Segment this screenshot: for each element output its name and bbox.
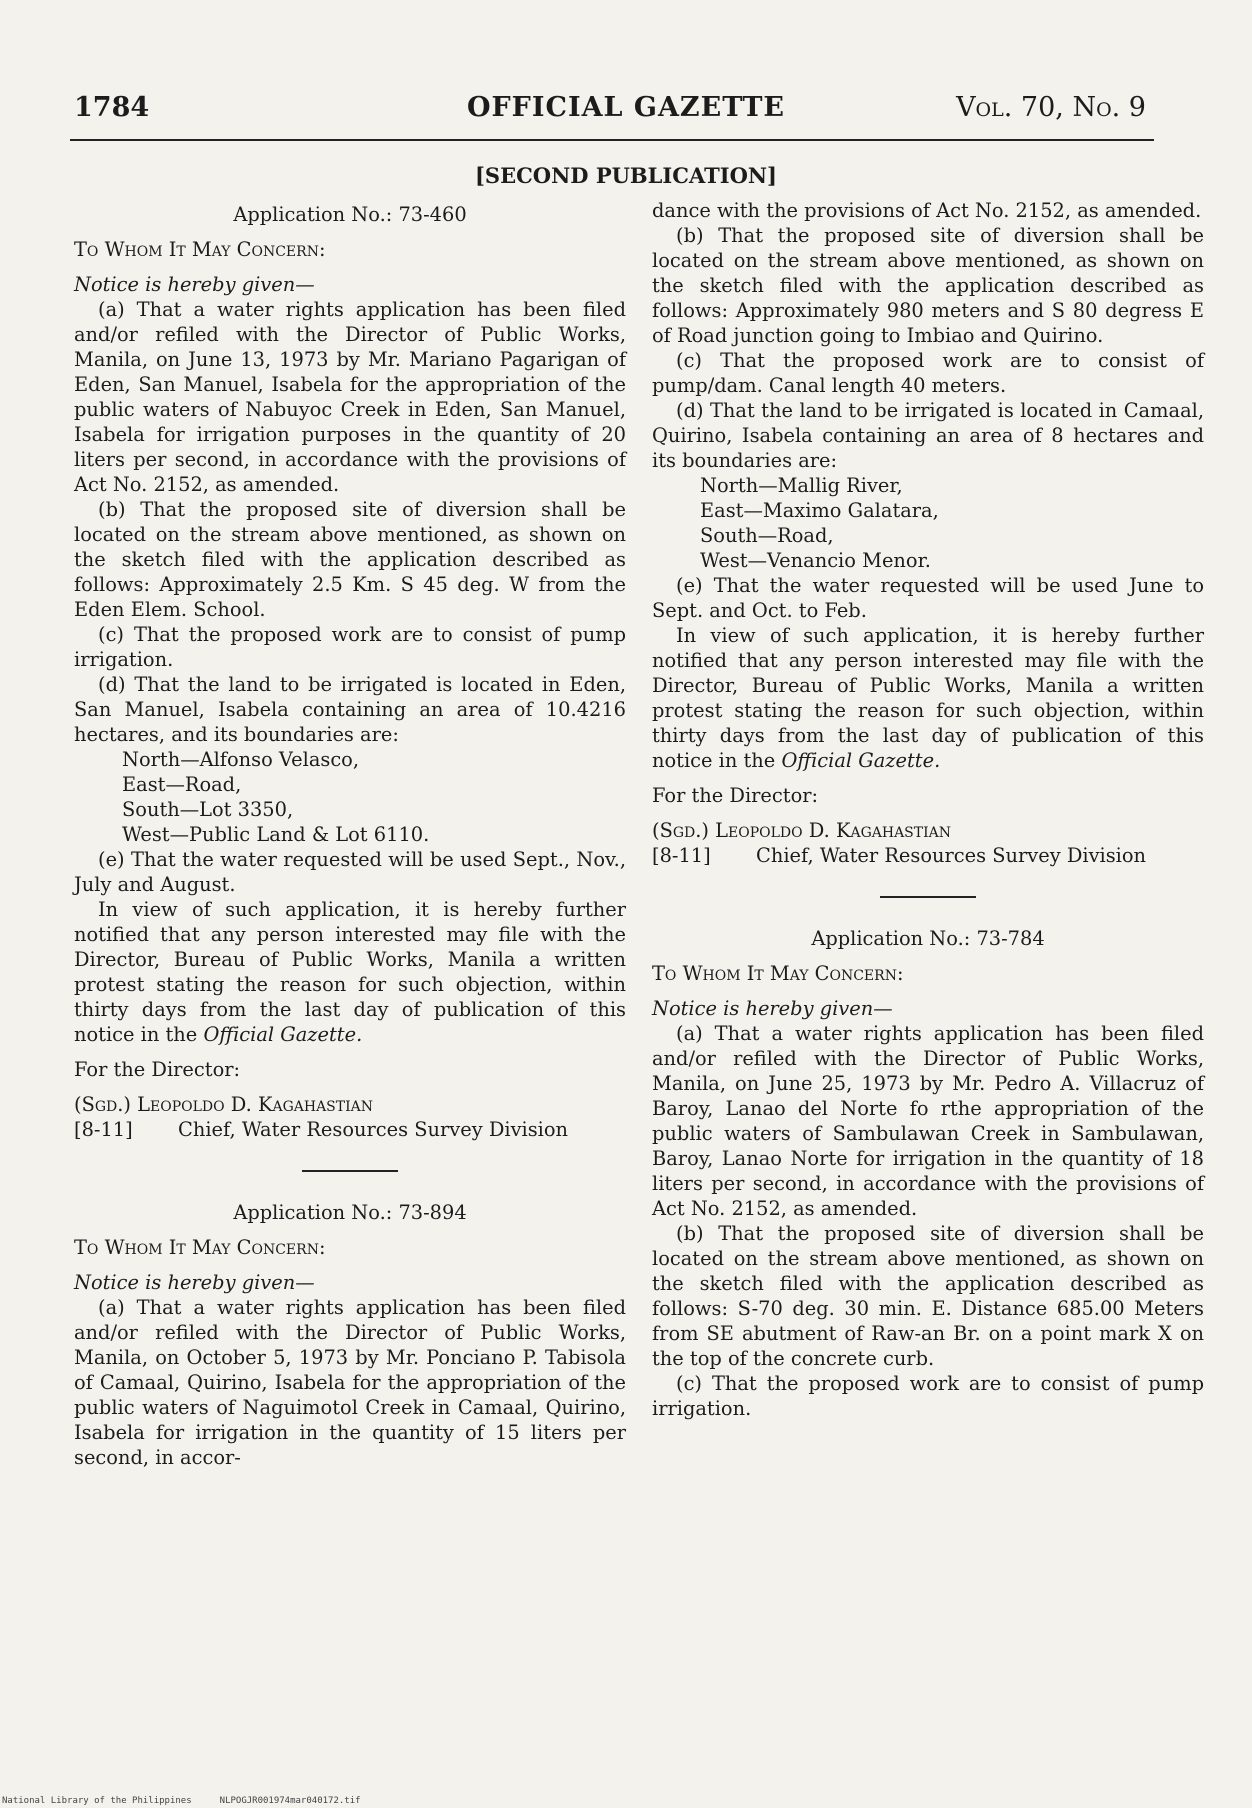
right-column — [652, 198, 1204, 1421]
protest-paragraph — [652, 623, 1204, 773]
signature: (Sgd.) Leopoldo D. Kagahastian — [74, 1093, 373, 1116]
header-rule — [70, 139, 1154, 141]
notice-text: Notice is hereby given— — [74, 1271, 315, 1294]
salutation: To Whom It May Concern: — [74, 238, 326, 261]
protest-paragraph — [74, 897, 626, 1047]
volume-label: Vol. 70, No. 9 — [956, 92, 1146, 123]
paragraph-c: (c) That the proposed work are to consist of pump irrigation. — [74, 623, 626, 671]
application-title: Application No.: 73-460 — [233, 203, 467, 226]
gazette-name: Official Gazette. — [781, 749, 941, 772]
footer-file: NLPOGJR001974mar040172.tif — [219, 1796, 361, 1806]
paragraph-b: (b) That the proposed site of diversion shall be located on the stream above mentioned, as shown on the sketch filed with the application described as follows: S-70 deg. 30 min. E. Distance 685.00 Meters from SE abutment of Raw-an Br. on a point mark X on the top of the concrete curb. — [652, 1222, 1204, 1370]
boundary-west: West—Public Land & Lot 6110. — [122, 823, 430, 846]
boundary-north: North—Alfonso Velasco, — [122, 748, 360, 771]
paragraph-d: (d) That the land to be irrigated is located in Camaal, Quirino, Isabela containing an area of 8 hectares and its boundaries are: — [652, 399, 1204, 472]
notice-line — [652, 996, 1204, 1021]
salutation: To Whom It May Concern: — [74, 1236, 326, 1259]
gazette-title: OFFICIAL GAZETTE — [466, 92, 786, 123]
boundary-south: South—Lot 3350, — [122, 798, 294, 821]
salutation: To Whom It May Concern: — [652, 962, 904, 985]
section-divider — [302, 1170, 398, 1172]
boundary-east: East—Maximo Galatara, — [700, 499, 939, 522]
paragraph-e: (e) That the water requested will be used Sept., Nov., July and August. — [74, 848, 626, 896]
section-divider — [880, 896, 976, 898]
signature-position — [74, 1117, 626, 1142]
scan-footer — [2, 1796, 361, 1806]
paragraph-d: (d) That the land to be irrigated is located in Eden, San Manuel, Isabela containing an area of 10.4216 hectares, and its boundaries are: — [74, 673, 626, 746]
reference-code: [8-11] — [74, 1118, 133, 1141]
paragraph-c: (c) That the proposed work are to consist of pump/dam. Canal length 40 meters. — [652, 349, 1204, 397]
for-director: For the Director: — [652, 784, 819, 807]
reference-code: [8-11] — [652, 844, 711, 867]
signature-position — [652, 843, 1204, 868]
paragraph-b: (b) That the proposed site of diversion shall be located on the stream above mentioned, as shown on the sketch filed with the application described as follows: Approximately 980 meters and S 80 degress E of Road junction going to Imbiao and Quirino. — [652, 224, 1204, 347]
paragraph-e: (e) That the water requested will be used June to Sept. and Oct. to Feb. — [652, 574, 1204, 622]
boundary-west: West—Venancio Menor. — [700, 549, 931, 572]
notice-text: Notice is hereby given— — [652, 997, 893, 1020]
boundary-south: South—Road, — [700, 524, 834, 547]
footer-source: National Library of the Philippines — [2, 1796, 192, 1806]
paragraph-a: (a) That a water rights application has been filed and/or refiled with the Director of Public Works, Manila, on October 5, 1973 by Mr. Ponciano P. Tabisola of Camaal, Quirino, Isabela for the appropriation of the public waters of Naguimotol Creek in Camaal, Quirino, Isabela for irrigation in the quantity of 15 liters per second, in accor- — [74, 1296, 626, 1469]
publication-label: [SECOND PUBLICATION] — [474, 163, 777, 188]
protest-text: In view of such application, it is hereby further notified that any person interested may file with the Director, Bureau of Public Works, Manila a written protest stating the reason for such objection, within thirty days from the last day of publication of this notice in the — [74, 898, 626, 1046]
position-title: Chief, Water Resources Survey Division — [756, 844, 1147, 867]
paragraph-b: (b) That the proposed site of diversion shall be located on the stream above mentioned, as shown on the sketch filed with the application described as follows: Approximately 2.5 Km. S 45 deg. W from the Eden Elem. School. — [74, 498, 626, 621]
notice-line — [74, 1270, 626, 1295]
boundary-north: North—Mallig River, — [700, 474, 903, 497]
paragraph-c: (c) That the proposed work are to consist of pump irrigation. — [652, 1372, 1204, 1420]
application-title: Application No.: 73-894 — [233, 1201, 467, 1224]
paragraph-a-continued: dance with the provisions of Act No. 2152, as amended. — [652, 199, 1202, 222]
paragraph-a: (a) That a water rights application has been filed and/or refiled with the Director of Public Works, Manila, on June 13, 1973 by Mr. Mariano Pagarigan of Eden, San Manuel, Isabela for the appropriation of the public waters of Nabuyoc Creek in Eden, San Manuel, Isabela for irrigation purposes in the quantity of 20 liters per second, in accordance with the provisions of Act No. 2152, as amended. — [74, 298, 626, 496]
notice-line — [74, 272, 626, 297]
protest-text: In view of such application, it is hereby further notified that any person interested may file with the Director, Bureau of Public Works, Manila a written protest stating the reason for such objection, within thirty days from the last day of publication of this notice in the — [652, 624, 1204, 772]
notice-text: Notice is hereby given— — [74, 273, 315, 296]
boundary-east: East—Road, — [122, 773, 242, 796]
left-column — [74, 202, 626, 1470]
gazette-name: Official Gazette. — [203, 1023, 363, 1046]
page-number: 1784 — [74, 92, 150, 123]
application-title: Application No.: 73-784 — [811, 927, 1045, 950]
for-director: For the Director: — [74, 1058, 241, 1081]
signature: (Sgd.) Leopoldo D. Kagahastian — [652, 819, 951, 842]
position-title: Chief, Water Resources Survey Division — [178, 1118, 569, 1141]
paragraph-a: (a) That a water rights application has been filed and/or refiled with the Director of Public Works, Manila, on June 25, 1973 by Mr. Pedro A. Villacruz of Baroy, Lanao del Norte fo rthe appropriation of the public waters of Sambulawan Creek in Sambulawan, Baroy, Lanao Norte for irrigation in the quantity of 18 liters per second, in accordance with the provisions of Act No. 2152, as amended. — [652, 1022, 1204, 1220]
